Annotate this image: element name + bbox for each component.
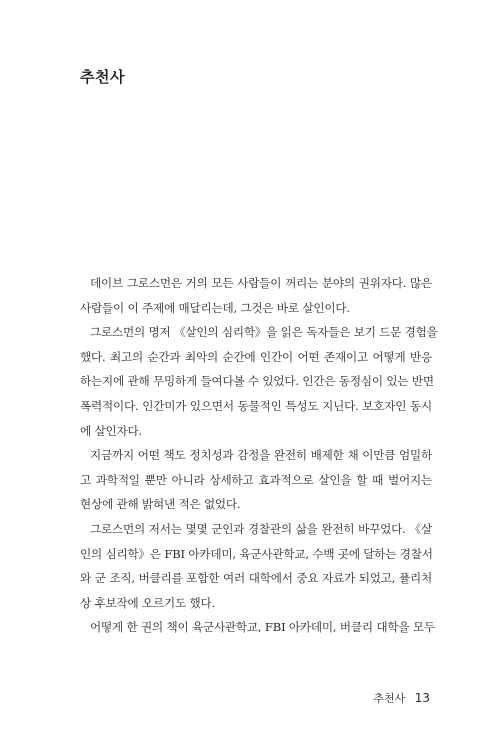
page-footer: [373, 690, 430, 706]
text-line: 와 군 조직, 버클리를 포함한 여러 대학에서 중요 자료가 되었고, 퓰리처: [80, 571, 432, 586]
text-line: 했다. 최고의 순간과 최악의 순간에 인간이 어떤 존재이고 어떻게 반응: [80, 349, 432, 364]
text-line: 상 후보작에 오르기도 했다.: [80, 595, 215, 610]
text-line: 인의 심리학》은 FBI 아카데미, 육군사관학교, 수백 곳에 달하는 경찰서: [80, 546, 433, 561]
text-line: 데이브 그로스먼은 거의 모든 사람들이 꺼리는 분야의 권위자다. 많은: [90, 276, 432, 290]
text-line: 그로스먼의 저서는 몇몇 군인과 경찰관의 삶을 완전히 바꾸었다. 《살: [90, 521, 432, 536]
page-number: 13: [414, 691, 430, 705]
body-text: [80, 271, 438, 640]
section-title: 추천사: [80, 68, 125, 86]
text-line: 하는지에 관해 무밍하게 들여다볼 수 있었다. 인간은 동정심이 있는 반면: [80, 374, 434, 389]
text-line: 에 살인자다.: [80, 423, 142, 438]
text-line: 그로스먼의 명저 《살인의 심리학》을 읽은 독자들은 보기 드문 경험을: [90, 325, 438, 340]
text-line: 현상에 관해 밝혀낸 적은 없었다.: [80, 497, 241, 512]
text-line: 어떻게 한 권의 책이 육군사관학교, FBI 아카데미, 버클리 대학을 모두: [90, 620, 435, 635]
text-line: 폭력적이다. 인간미가 있으면서 동물적인 특성도 지닌다. 보호자인 동시: [80, 398, 432, 413]
text-line: 지금까지 어떤 책도 정치성과 감정을 완전히 배제한 채 이만큼 엄밀하: [90, 448, 432, 463]
text-line: 사람들이 이 주제에 매달리는데, 그것은 바로 살인이다.: [80, 300, 350, 315]
running-head: 추천사: [373, 692, 406, 705]
text-line: 고 과학적일 뿐만 아니라 상세하고 효과적으로 살인을 할 때 벌어지는: [80, 472, 432, 487]
